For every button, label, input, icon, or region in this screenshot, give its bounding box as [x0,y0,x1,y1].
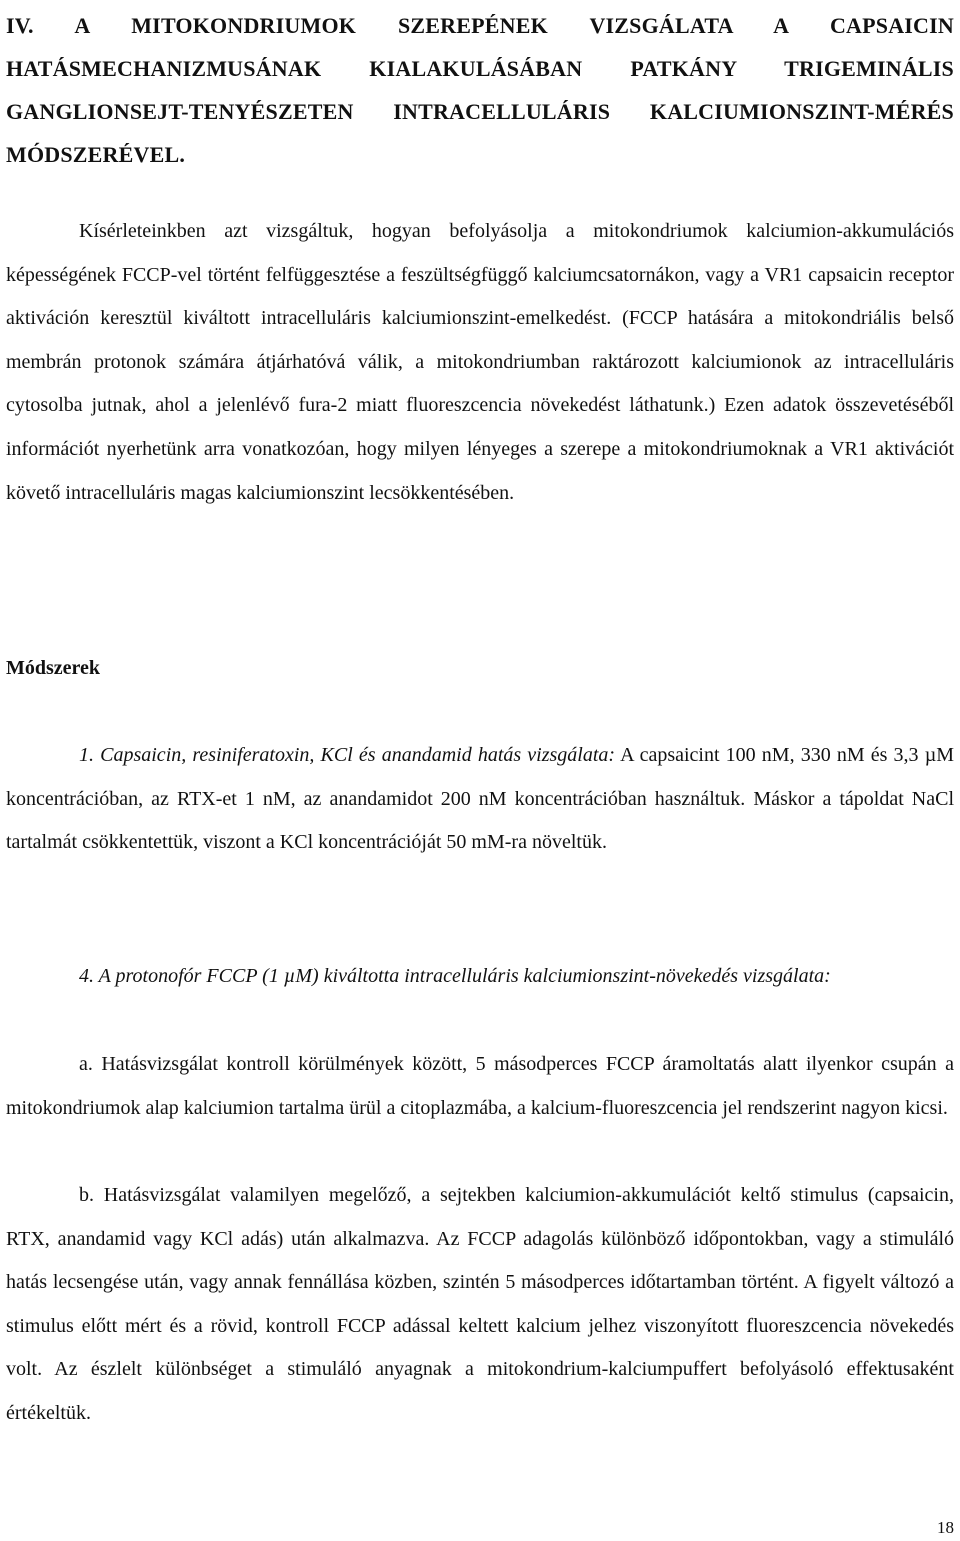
methods-title: Módszerek [6,657,101,679]
section-4-paragraph [6,955,954,999]
page-number: 18 [937,1518,954,1537]
section-1-paragraph [6,734,954,865]
section-1-title: 1. Capsaicin, resiniferatoxin, KCl és anandamid hatás vizsgálata: [79,744,616,766]
section-4-title: 4. A protonofór FCCP (1 µM) kiváltotta intracelluláris kalciumionszint-növekedés vizsgálata: [79,965,831,987]
item-a-paragraph: a. Hatásvizsgálat kontroll körülmények között, 5 másodperces FCCP áramoltatás alatt ilyenkor csupán a mitokondriumok alap kalciumion tartalma ürül a citoplazmába, a kalcium-fluoreszcencia jel rendszerint nagyon kicsi. [6,1053,954,1119]
item-b-paragraph: b. Hatásvizsgálat valamilyen megelőző, a sejtekben kalciumion-akkumulációt keltő stimulus (capsaicin, RTX, anandamid vagy KCl adás) után alkalmazva. Az FCCP adagolás különböző időpontokban, vagy a stimuláló hatás lecsengése után, vagy annak fennállása közben, szintén 5 másodperces időtartamban történt. A figyelt változó a stimulus előtt mért és a rövid, kontroll FCCP adással keltett kalcium jelhez viszonyított fluoreszcencia növekedés volt. Az észlelt különbséget a stimuláló anyagnak a mitokondrium-kalciumpuffert befolyásoló effektusaként értékeltük. [6,1184,954,1424]
intro-paragraph: Kísérleteinkben azt vizsgáltuk, hogyan befolyásolja a mitokondriumok kalciumion-akkumulációs képességének FCCP-vel történt felfüggesztése a feszültségfüggő kalciumcsatornákon, vagy a VR1 capsaicin receptor aktiváción keresztül kiváltott intracelluláris kalciumionszint-emelkedést. (FCCP hatására a mitokondriális belső membrán protonok számára átjárhatóvá válik, a mitokondriumban raktározott kalciumionok az intracelluláris cytosolba jutnak, ahol a jelenlévő fura-2 miatt fluoreszcencia növekedést láthatunk.) Ezen adatok összevetéséből információt nyerhetünk arra vonatkozóan, hogy milyen lényeges a szerepe a mitokondriumoknak a VR1 aktivációt követő intracelluláris magas kalciumionszint lecsökkentésében. [6,220,954,504]
chapter-heading: IV. A MITOKONDRIUMOK SZEREPÉNEK VIZSGÁLATA A CAPSAICIN HATÁSMECHANIZMUSÁNAK KIALAKULÁSÁBAN PATKÁNY TRIGEMINÁLIS GANGLIONSEJT-TENYÉSZETEN INTRACELLULÁRIS KALCIUMIONSZINT-MÉRÉS MÓDSZERÉVEL. [6,13,954,167]
section-1-body: A capsaicint 100 nM, 330 nM és 3,3 µM koncentrációban, az RTX-et 1 nM, az anandamidot 200 nM koncentrációban használtuk. Máskor a tápoldat NaCl tartalmát csökkentettük, viszont a KCl koncentrációját 50 mM-ra növeltük. [6,744,954,854]
